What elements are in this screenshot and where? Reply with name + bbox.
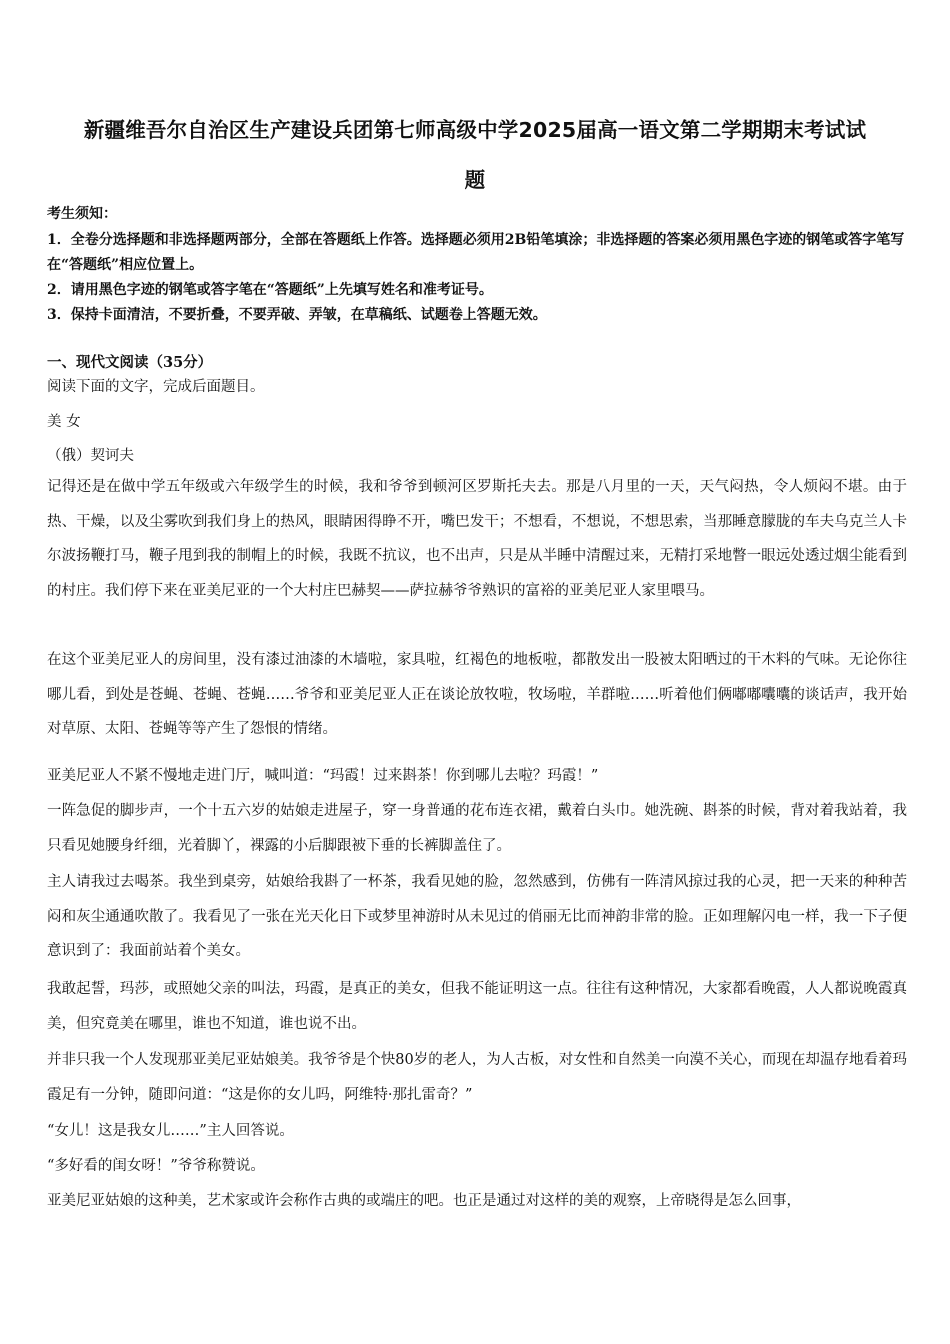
story-title: 美 女 [47, 414, 81, 430]
paragraph-1: 记得还是在做中学五年级或六年级学生的时候，我和爷爷到顿河区罗斯托夫去。那是八月里的一天，天气闷热，令人烦闷不堪。由于热、干燥，以及尘雾吹到我们身上的热风，眼睛困得睁不开，嘴巴发干；不想看，不想说，不想思索，当那睡意朦胧的车夫乌克兰人卡尔波扬鞭打马，鞭子甩到我的制帽上的时候，我既不抗议，也不出声，只是从半睡中清醒过来，无精打采地瞥一眼远处透过烟尘能看到的村庄。我们停下来在亚美尼亚的一个大村庄巴赫契——萨拉赫爷爷熟识的富裕的亚美尼亚人家里喂马。 [47, 479, 907, 599]
section-heading: 一、现代文阅读（35分） [47, 354, 213, 371]
notice-heading: 考生须知： [47, 206, 117, 222]
paragraph-5: 主人请我过去喝茶。我坐到桌旁，姑娘给我斟了一杯茶，我看见她的脸，忽然感到，仿佛有一阵清风掠过我的心灵，把一天来的种种苦闷和灰尘通通吹散了。我看见了一张在光天化日下或梦里神游时从未见过的俏丽无比而神韵非常的脸。正如理解闪电一样，我一下子便意识到了：我面前站着个美女。 [47, 874, 907, 959]
paragraph-9: “多好看的闺女呀！”爷爷称赞说。 [47, 1158, 265, 1174]
paragraph-6: 我敢起誓，玛莎，或照她父亲的叫法，玛霞，是真正的美女，但我不能证明这一点。往往有这种情况，大家都看晚霞，人人都说晚霞真美，但究竟美在哪里，谁也不知道，谁也说不出。 [47, 981, 907, 1032]
paragraph-8: “女儿！这是我女儿……”主人回答说。 [47, 1123, 294, 1139]
notice-item-3: 3．保持卡面清洁，不要折叠，不要弄破、弄皱，在草稿纸、试题卷上答题无效。 [47, 307, 547, 323]
paragraph-4: 一阵急促的脚步声，一个十五六岁的姑娘走进屋子，穿一身普通的花布连衣裙，戴着白头巾。她洗碗、斟茶的时候，背对着我站着，我只看见她腰身纤细，光着脚丫，裸露的小后脚跟被下垂的长裤脚盖住了。 [47, 803, 907, 854]
paragraph-10: 亚美尼亚姑娘的这种美，艺术家或许会称作古典的或端庄的吧。也正是通过对这样的美的观察，上帝晓得是怎么回事， [47, 1193, 801, 1209]
paragraph-7: 并非只我一个人发现那亚美尼亚姑娘美。我爷爷是个快80岁的老人，为人古板，对女性和自然美一向漠不关心，而现在却温存地看着玛霞足有一分钟，随即问道：“这是你的女儿吗，阿维特·那扎雷奇？” [47, 1052, 907, 1103]
notice-item-1: 1．全卷分选择题和非选择题两部分，全部在答题纸上作答。选择题必须用2B铅笔填涂；非选择题的答案必须用黑色字迹的钢笔或答字笔写在“答题纸”相应位置上。 [47, 232, 905, 273]
story-author: （俄）契诃夫 [47, 448, 134, 464]
document-title: 新疆维吾尔自治区生产建设兵团第七师高级中学2025届高一语文第二学期期末考试试 [83, 118, 867, 142]
document-title-continued: 题 [464, 168, 486, 192]
paragraph-3: 亚美尼亚人不紧不慢地走进门厅，喊叫道：“玛霞！过来斟茶！你到哪儿去啦？玛霞！” [47, 768, 599, 784]
paragraph-2: 在这个亚美尼亚人的房间里，没有漆过油漆的木墙啦，家具啦，红褐色的地板啦，都散发出一股被太阳晒过的干木料的气味。无论你往哪儿看，到处是苍蝇、苍蝇、苍蝇……爷爷和亚美尼亚人正在谈论放牧啦，牧场啦，羊群啦……听着他们俩嘟嘟囔囔的谈话声，我开始对草原、太阳、苍蝇等等产生了怨恨的情绪。 [47, 652, 907, 737]
reading-instruction: 阅读下面的文字，完成后面题目。 [47, 379, 265, 395]
notice-item-2: 2．请用黑色字迹的钢笔或答字笔在“答题纸”上先填写姓名和准考证号。 [47, 282, 493, 298]
